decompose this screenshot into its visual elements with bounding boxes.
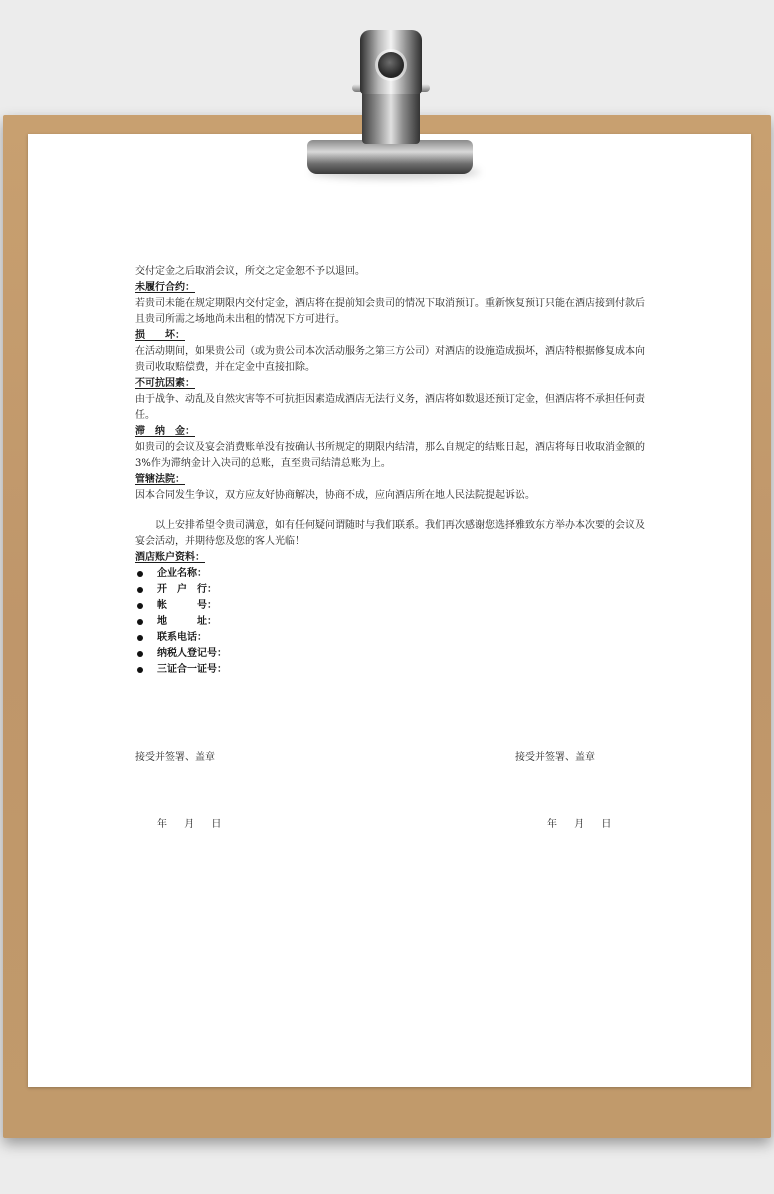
closing-paragraph: 以上安排希望令贵司满意，如有任何疑问谓随时与我们联系。我们再次感谢您选择雅致东方举办本次要的会议及宴会活动，并期待您及您的客人光临！ xyxy=(135,520,645,547)
signature-left: 接受并签署、盖章 xyxy=(135,752,215,763)
section-body-breach: 若贵司未能在规定期限内交付定金，酒店将在提前知会贵司的情况下取消预订。重新恢复预订只能在酒店接到付款后且贵司所需之场地尚未出租的情况下方可进行。 xyxy=(135,298,645,325)
date-year: 年 xyxy=(547,819,557,830)
account-item: 企业名称： xyxy=(135,566,645,582)
date-month: 月 xyxy=(574,819,585,830)
account-item: 三证合一证号： xyxy=(135,662,645,678)
signature-right: 接受并签署、盖章 xyxy=(515,752,595,763)
account-item: 纳税人登记号： xyxy=(135,646,645,662)
bullet-icon xyxy=(137,635,143,641)
date-month: 月 xyxy=(184,819,195,830)
account-item: 地 址： xyxy=(135,614,645,630)
section-body-force-majeure: 由于战争、动乱及自然灾害等不可抗拒因素造成酒店无法行义务，酒店将如数退还预订定金，但酒店将不承担任何责任。 xyxy=(135,394,645,421)
date-left xyxy=(157,815,221,830)
bullet-icon xyxy=(137,603,143,609)
date-day: 日 xyxy=(211,819,222,830)
account-list xyxy=(135,566,645,678)
bullet-icon xyxy=(137,667,143,673)
clip-hole-icon xyxy=(378,52,404,78)
clip-base xyxy=(307,140,473,174)
bullet-icon xyxy=(137,587,143,593)
bullet-icon xyxy=(137,571,143,577)
section-heading-force-majeure: 不可抗因素： xyxy=(135,378,195,389)
section-body-jurisdiction: 因本合同发生争议，双方应友好协商解决，协商不成，应向酒店所在地人民法院提起诉讼。 xyxy=(135,490,535,501)
section-heading-jurisdiction: 管辖法院： xyxy=(135,474,185,485)
intro-line: 交付定金之后取消会议，所交之定金恕不予以退回。 xyxy=(135,266,365,277)
date-year: 年 xyxy=(157,819,167,830)
section-heading-late-fee: 滞 纳 金： xyxy=(135,426,195,437)
date-day: 日 xyxy=(601,819,612,830)
document-content xyxy=(135,264,645,678)
section-heading-breach: 未履行合约： xyxy=(135,282,195,293)
spacer xyxy=(135,504,645,518)
section-body-late-fee: 如贵司的会议及宴会消费账单没有按确认书所规定的期限内结清，那么自规定的结账日起，酒店将每日收取消金额的 3%作为滞纳金计入决司的总账，直至贵司结清总账为上。 xyxy=(135,442,645,469)
section-heading-damage: 损 坏： xyxy=(135,330,185,341)
bullet-icon xyxy=(137,619,143,625)
bullet-icon xyxy=(137,651,143,657)
account-item: 联系电话： xyxy=(135,630,645,646)
account-heading: 酒店账户资料： xyxy=(135,552,205,563)
section-body-damage: 在活动期间，如果贵公司（或为贵公司本次活动服务之第三方公司）对酒店的设施造成损坏，酒店特根据修复成本向贵司收取赔偿费，并在定金中直接扣除。 xyxy=(135,346,645,373)
date-right xyxy=(547,815,611,830)
account-item: 帐 号： xyxy=(135,598,645,614)
account-item: 开 户 行： xyxy=(135,582,645,598)
